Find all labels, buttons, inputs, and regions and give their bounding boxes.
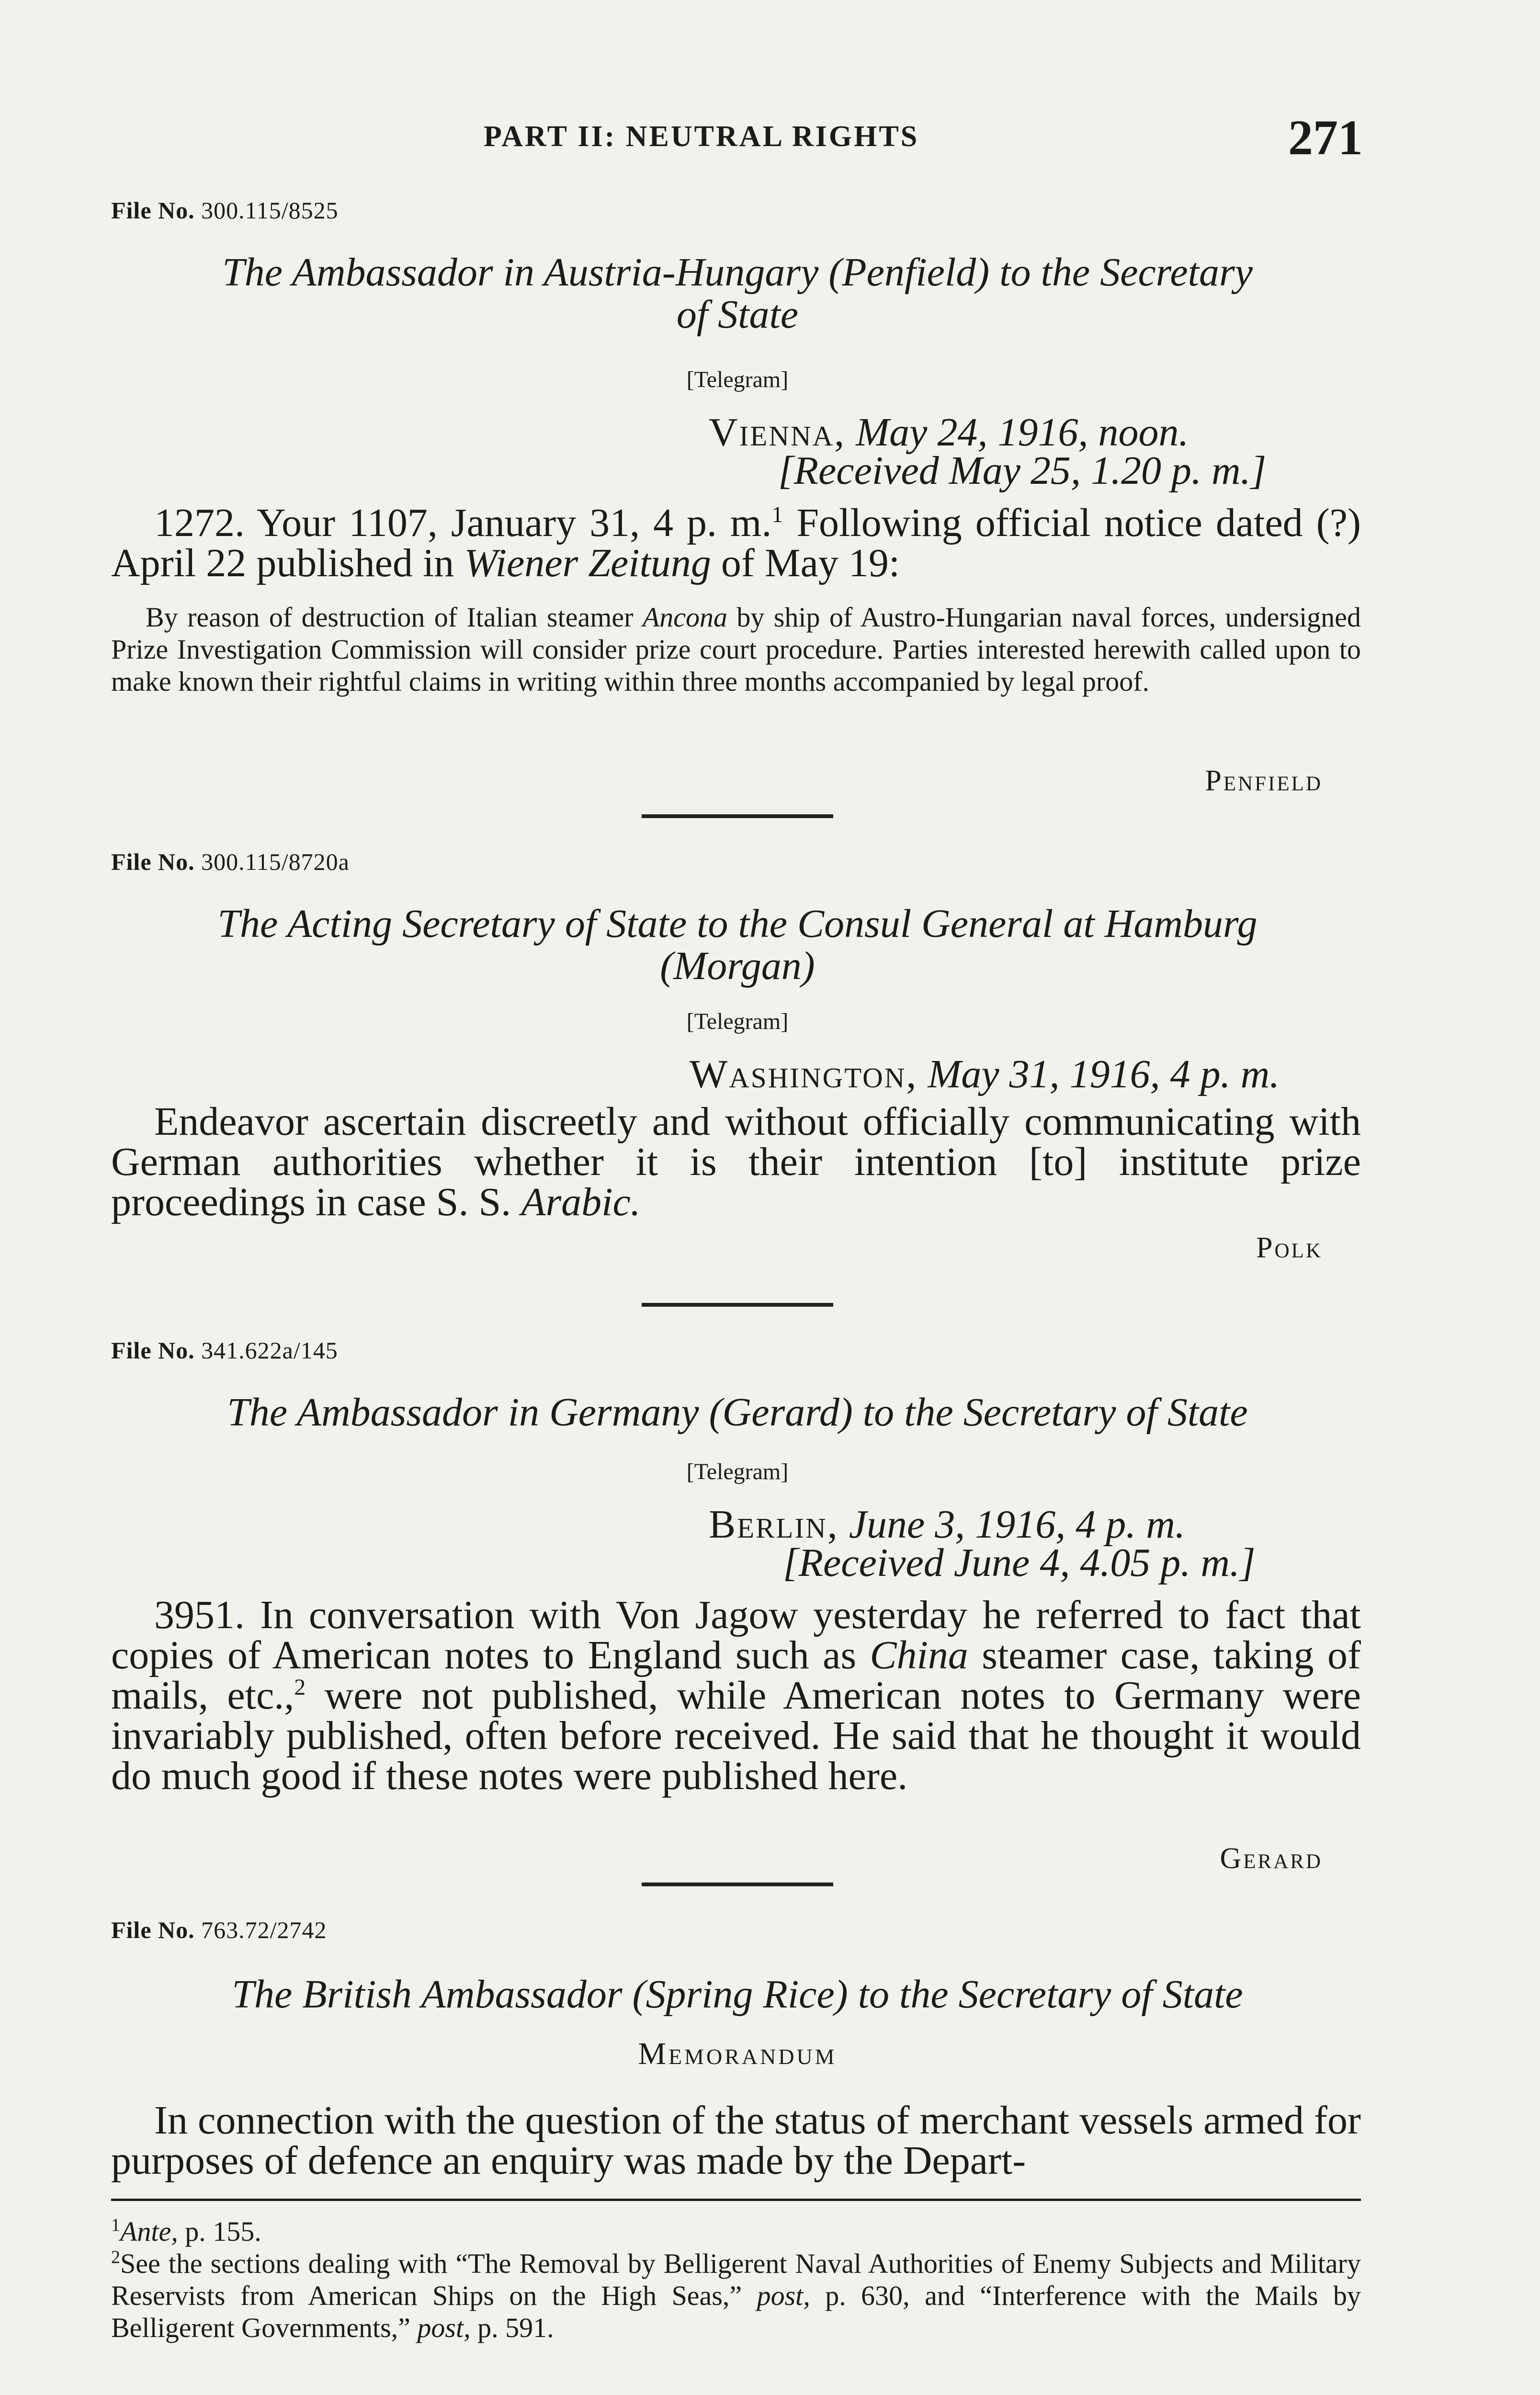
dateline: Vienna, May 24, 1916, noon. bbox=[709, 410, 1189, 455]
footnote-ref: 2 bbox=[294, 1675, 306, 1700]
page-number: 271 bbox=[1288, 110, 1363, 165]
footnote-rule bbox=[111, 2199, 1361, 2201]
section-divider bbox=[642, 814, 833, 818]
document-title: The British Ambassador (Spring Rice) to the Secretary of State bbox=[232, 1972, 1243, 2017]
footnote-2: $^2$See the sections dealing with “The Removal by Belligerent Naval Authorities of Enemy Subjects and Military Reservists from American Ships on the High Seas,” post, p. 630, and “Interference with the Mails by Belligerent Governments,” post, p. 591. bbox=[111, 2247, 1361, 2343]
section-divider bbox=[642, 1882, 833, 1886]
file-number-line: File No. 300.115/8720a bbox=[111, 848, 350, 875]
telegram-tag: [Telegram] bbox=[686, 367, 789, 392]
received-line: [Received May 25, 1.20 p. m.] bbox=[778, 448, 1267, 493]
memorandum-body: In connection with the question of the status of merchant vessels armed for purposes of defence an enquiry was made by the Depart- bbox=[111, 2098, 1361, 2183]
signature: Gerard bbox=[1220, 1842, 1323, 1875]
quoted-notice: By reason of destruction of Italian steamer Ancona by ship of Austro-Hungarian naval forces, undersigned Prize Investigation Commission will consider prize court procedure. Parties interested herewith called upon to make known their rightful claims in writing within three months accompanied by legal proof. bbox=[111, 602, 1361, 697]
telegram-tag: [Telegram] bbox=[686, 1459, 789, 1484]
telegram-body: 1272. Your 1107, January 31, 4 p. m.$^1$ Following official notice dated (?) April 22 published in Wiener Zeitung of May 19: bbox=[111, 501, 1361, 585]
document-title: The Ambassador in Austria-Hungary (Penfield) to the Secretary of State bbox=[222, 250, 1253, 337]
telegram-body: 3951. In conversation with Von Jagow yesterday he referred to fact that copies of American notes to England such as China steamer case, taking of mails, etc.,$^2$ were not published, while American notes to Germany were invariably published, often before received. He said that he thought it would do much good if these notes were published here. bbox=[111, 1593, 1361, 1798]
section-divider bbox=[642, 1303, 833, 1307]
running-head: PART II: NEUTRAL RIGHTS bbox=[484, 120, 919, 153]
footnote-ref: 1 bbox=[771, 502, 783, 527]
dateline: Berlin, June 3, 1916, 4 p. m. bbox=[709, 1502, 1185, 1547]
telegram-body: Endeavor ascertain discreetly and without officially communicating with German authorities whether it is their intention [to] institute prize proceedings in case S. S. Arabic. bbox=[111, 1099, 1361, 1224]
received-line: [Received June 4, 4.05 p. m.] bbox=[783, 1540, 1256, 1585]
page-header bbox=[0, 109, 1540, 165]
document-title: The Ambassador in Germany (Gerard) to the Secretary of State bbox=[227, 1390, 1248, 1435]
signature: Penfield bbox=[1205, 764, 1323, 797]
signature: Polk bbox=[1256, 1232, 1323, 1264]
footnote-1: $^1$Ante, p. 155. bbox=[111, 2215, 261, 2247]
file-number-line: File No. 300.115/8525 bbox=[111, 197, 339, 224]
telegram-tag: [Telegram] bbox=[686, 1009, 789, 1034]
file-number-line: File No. 763.72/2742 bbox=[111, 1916, 327, 1943]
memorandum-heading: Memorandum bbox=[638, 2036, 837, 2071]
file-number-line: File No. 341.622a/145 bbox=[111, 1337, 338, 1364]
document-title: The Acting Secretary of State to the Consul General at Hamburg (Morgan) bbox=[217, 901, 1257, 988]
dateline: Washington, May 31, 1916, 4 p. m. bbox=[690, 1052, 1280, 1096]
